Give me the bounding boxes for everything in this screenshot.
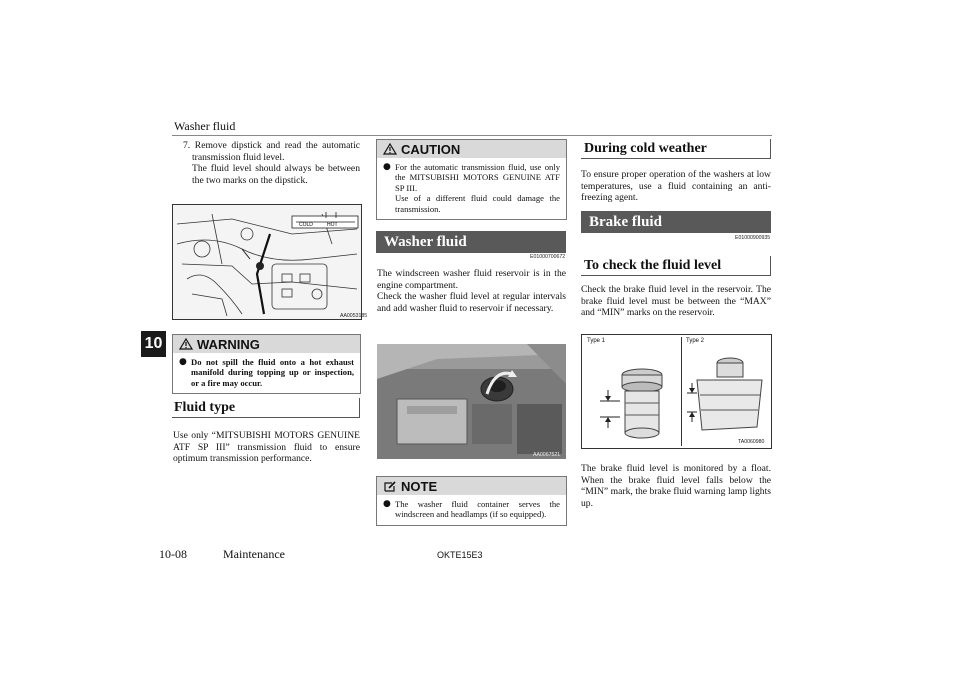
fluid-type-paragraph: Use only “MITSUBISHI MOTORS GENUINE ATF SP III” transmission fluid to ensure optimum transmission performance. <box>173 430 360 465</box>
caution-header <box>377 140 566 158</box>
note-header <box>377 477 566 495</box>
note-label: NOTE <box>401 478 438 494</box>
washer-para-1: The windscreen washer fluid reservoir is in the engine compartment. <box>377 268 566 291</box>
note-icon <box>383 480 397 492</box>
bullet-icon: ● <box>383 499 391 509</box>
svg-text:HOT: HOT <box>327 222 338 228</box>
figure-code: AA0053185 <box>340 313 368 319</box>
step-number: 7. <box>183 140 191 151</box>
type2-label: Type 2 <box>686 338 705 344</box>
running-header: Washer fluid <box>174 119 236 133</box>
svg-text:COLD: COLD <box>299 222 313 228</box>
heading-endline <box>770 139 771 159</box>
dipstick-figure <box>172 204 362 320</box>
chapter-tab: 10 <box>141 331 166 357</box>
float-paragraph: The brake fluid level is monitored by a float. When the brake fluid level falls below the “MIN” mark, the brake fluid warning lamp lights up. <box>581 463 771 509</box>
figure-code: AA0067521 <box>533 452 561 458</box>
section-title-bar: Brake fluid <box>581 211 771 233</box>
warning-label: WARNING <box>197 336 260 352</box>
heading-endline <box>359 398 360 418</box>
brake-reservoir-figure <box>581 334 772 449</box>
check-level-paragraph: Check the brake fluid level in the reservoir. The brake fluid level must be between the “MAX” and “MIN” marks on the reservoir. <box>581 284 771 319</box>
step-text-2: The fluid level should always be between the two marks on the dipstick. <box>192 163 360 186</box>
step-text: Remove dipstick and read the automatic transmission fluid level. <box>192 140 360 163</box>
caution-text-2: Use of a different fluid could damage the transmission. <box>395 193 560 214</box>
section-heading: Fluid type <box>174 400 236 415</box>
step-7 <box>173 140 360 186</box>
section-code: E01000900935 <box>735 235 771 241</box>
heading-underline <box>581 275 771 276</box>
note-box <box>376 476 567 526</box>
cold-weather-paragraph: To ensure proper operation of the washers at low temperatures, use a fluid containing an anti-freezing agent. <box>581 169 771 204</box>
bullet-icon: ● <box>383 162 391 172</box>
type1-label: Type 1 <box>587 338 606 344</box>
section-title-bar: Washer fluid <box>376 231 566 253</box>
doc-code: OKTE15E3 <box>437 550 483 560</box>
heading-endline <box>770 256 771 276</box>
warning-box <box>172 334 361 394</box>
caution-label: CAUTION <box>401 141 461 157</box>
check-level-heading: To check the fluid level <box>584 258 722 273</box>
figure-code: TA0060980 <box>738 439 765 445</box>
caution-box <box>376 139 567 220</box>
heading-underline <box>581 158 771 159</box>
warning-icon <box>179 338 193 350</box>
note-text: The washer fluid container serves the windscreen and headlamps (if so equipped). <box>395 499 560 520</box>
page-number: 10-08 <box>159 547 187 561</box>
section-code: E01000700672 <box>530 254 566 260</box>
cold-weather-heading: During cold weather <box>584 141 707 156</box>
washer-paragraph <box>377 268 566 314</box>
warning-header <box>173 335 360 353</box>
washer-para-2: Check the washer fluid level at regular intervals and add washer fluid to reservoir if necessary. <box>377 291 566 314</box>
header-rule <box>172 135 772 136</box>
warning-text: Do not spill the fluid onto a hot exhaust manifold during topping up or inspection, or a fire may occur. <box>191 357 354 388</box>
washer-reservoir-figure <box>377 344 566 459</box>
footer-section: Maintenance <box>223 547 285 561</box>
warning-icon <box>383 143 397 155</box>
heading-underline <box>172 417 360 418</box>
reservoir-drawings <box>582 335 771 448</box>
bullet-icon: ● <box>179 357 187 367</box>
caution-text-1: For the automatic transmission fluid, use only the MITSUBISHI MOTORS GENUINE ATF SP III. <box>395 162 560 193</box>
